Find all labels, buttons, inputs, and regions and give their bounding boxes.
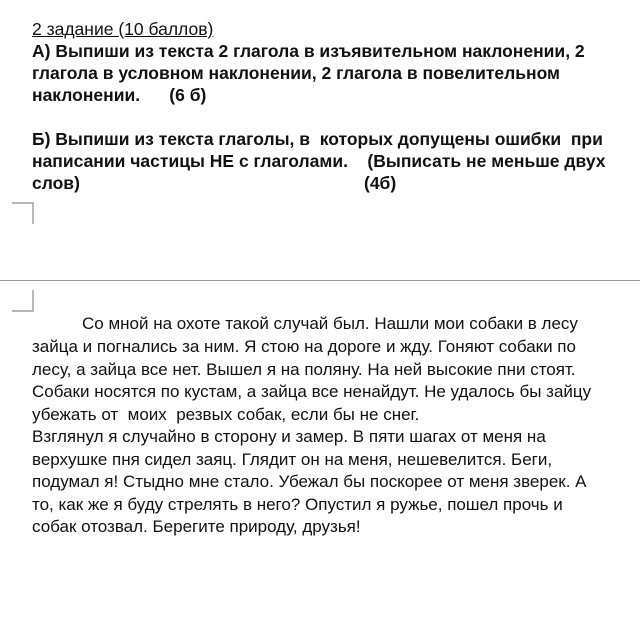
story-line: верхушке пня сидел заяц. Глядит он на меня, нешевелится. Беги, [32,450,553,469]
task-a-line-3: наклонении. (6 б) [32,85,207,105]
story-line: лесу, а зайца все нет. Вышел я на поляну. На ней высокие пни стоят. [32,360,576,379]
page-corner-mark-top [12,202,34,224]
page-break-divider [0,280,640,281]
story-line: зайца и погнались за ним. Я стою на дороге и жду. Гоняют собаки по [32,337,576,356]
story-line: Взглянул я случайно в сторону и замер. В пяти шагах от меня на [32,427,546,446]
task-b-line-1: Б) Выпиши из текста глаголы, в которых допущены ошибки при [32,129,603,149]
story-line: подумал я! Стыдно мне стало. Убежал бы поскорее от меня зверек. А [32,472,587,491]
task-a-line-1: А) Выпиши из текста 2 глагола в изъявительном наклонении, 2 [32,41,585,61]
task-b-points: (4б) [364,173,397,193]
story-line: Со мной на охоте такой случай был. Нашли мои собаки в лесу [82,314,578,333]
task-b-line-2: написании частицы НЕ с глаголами. (Выписать не меньше двух [32,151,606,171]
story-line: Собаки носятся по кустам, а зайца все ненайдут. Не удалось бы зайцу [32,382,592,401]
task-title: 2 задание (10 баллов) [32,19,214,39]
task-b-line-3: слов) [32,173,80,193]
page-corner-mark-bottom [12,290,34,312]
story-line: собак отозвал. Берегите природу, друзья! [32,517,361,536]
story-line: то, как же я буду стрелять в него? Опустил я ружье, пошел прочь и [32,495,563,514]
task-a-line-2: глагола в условном наклонении, 2 глагола в повелительном [32,63,560,83]
story-line: убежать от моих резвых собак, если бы не снег. [32,405,420,424]
